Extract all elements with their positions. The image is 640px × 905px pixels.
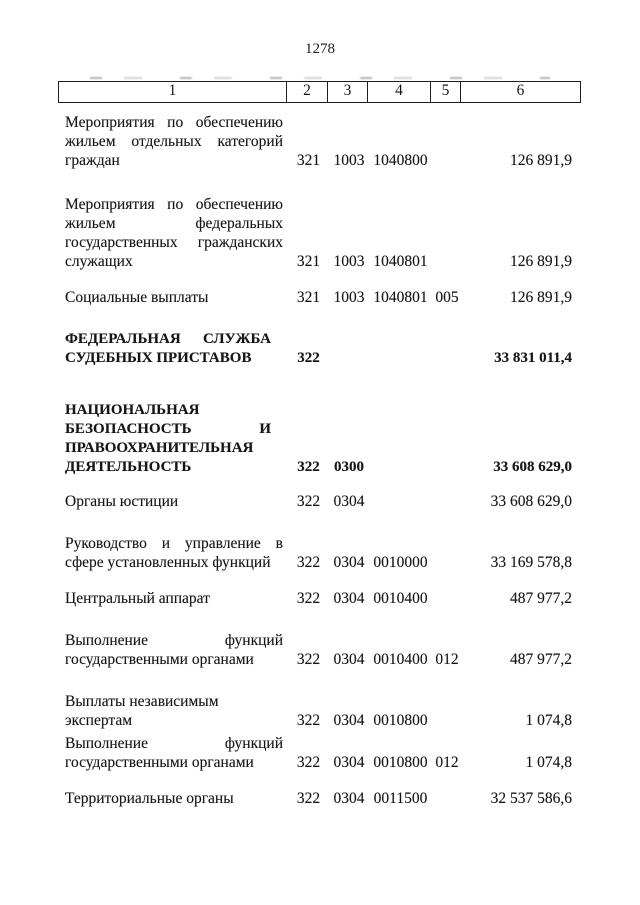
row-name-line: сфере установленных функций bbox=[65, 554, 271, 571]
amount: 487 977,2 bbox=[510, 590, 572, 607]
code-csr: 0010800 bbox=[373, 754, 428, 771]
row-name-line: государственными органами bbox=[65, 754, 254, 771]
table-row bbox=[59, 288, 582, 307]
code-razdel: 0300 bbox=[334, 459, 364, 475]
row-name-line: жильем отдельных категорий bbox=[65, 133, 283, 150]
row-name bbox=[65, 288, 283, 307]
header-cell-6: 6 bbox=[516, 82, 525, 99]
code-csr: 1040800 bbox=[373, 152, 428, 169]
table-row bbox=[59, 534, 582, 572]
row-name-line: ФЕДЕРАЛЬНАЯ СЛУЖБА bbox=[65, 331, 271, 347]
row-name-line: Выполнение функций bbox=[65, 735, 283, 752]
code-razdel: 0304 bbox=[333, 651, 365, 668]
row-name-line: Центральный аппарат bbox=[65, 590, 210, 607]
amount: 1 074,8 bbox=[525, 754, 572, 771]
code-vr: 012 bbox=[435, 754, 459, 771]
amount: 33 831 011,4 bbox=[494, 350, 572, 366]
code-glava: 322 bbox=[296, 790, 321, 807]
row-name-line: СУДЕБНЫХ ПРИСТАВОВ bbox=[65, 350, 252, 366]
code-glava: 321 bbox=[296, 152, 321, 169]
code-razdel: 0304 bbox=[333, 790, 365, 807]
row-name-line: служащих bbox=[65, 253, 133, 270]
code-razdel: 0304 bbox=[333, 493, 365, 510]
code-razdel: 0304 bbox=[333, 590, 365, 607]
row-name bbox=[65, 534, 283, 572]
table-row bbox=[59, 631, 582, 669]
code-glava: 322 bbox=[297, 350, 320, 366]
scan-artifact bbox=[90, 77, 550, 79]
amount: 126 891,9 bbox=[510, 253, 572, 270]
row-name-line: Социальные выплаты bbox=[65, 289, 209, 306]
table-row bbox=[59, 113, 582, 170]
code-glava: 322 bbox=[296, 712, 321, 729]
code-razdel: 1003 bbox=[333, 289, 365, 306]
code-csr: 0010400 bbox=[373, 590, 428, 607]
row-name-line: государственными органами bbox=[65, 651, 254, 668]
row-name bbox=[65, 195, 283, 271]
header-cell-5: 5 bbox=[431, 82, 461, 102]
row-name-line: Выплаты независимым экспертам bbox=[65, 693, 219, 729]
table-row bbox=[59, 692, 582, 730]
row-name bbox=[65, 589, 283, 608]
row-name-line: жильем федеральных bbox=[65, 215, 283, 232]
header-cell-3: 3 bbox=[328, 82, 368, 102]
amount: 32 537 586,6 bbox=[490, 790, 572, 807]
table-row bbox=[59, 789, 582, 808]
row-name-line: БЕЗОПАСНОСТЬ И bbox=[65, 421, 271, 437]
code-csr: 1040801 bbox=[373, 289, 428, 306]
row-name bbox=[65, 692, 283, 730]
table-row bbox=[59, 589, 582, 608]
row-name bbox=[65, 631, 283, 669]
code-csr: 0011500 bbox=[373, 790, 428, 807]
row-name-line: государственных гражданских bbox=[65, 234, 283, 251]
code-glava: 322 bbox=[296, 651, 321, 668]
code-glava: 321 bbox=[296, 289, 321, 306]
header-cell-2: 2 bbox=[287, 82, 328, 102]
code-razdel: 1003 bbox=[333, 253, 365, 270]
row-name bbox=[65, 734, 283, 772]
code-glava: 322 bbox=[296, 754, 321, 771]
code-razdel: 0304 bbox=[333, 712, 365, 729]
code-vr: 005 bbox=[435, 289, 459, 306]
row-name-line: Выполнение функций bbox=[65, 632, 283, 649]
row-name-line: Мероприятия по обеспечению bbox=[65, 196, 283, 213]
code-razdel: 1003 bbox=[333, 152, 365, 169]
page-number: 1278 bbox=[305, 41, 335, 57]
table-row-section bbox=[59, 330, 582, 368]
code-csr: 1040801 bbox=[373, 253, 428, 270]
row-name bbox=[65, 789, 283, 808]
code-glava: 321 bbox=[296, 253, 321, 270]
amount: 1 074,8 bbox=[525, 712, 572, 729]
code-glava: 322 bbox=[296, 590, 321, 607]
code-csr: 0010800 bbox=[373, 712, 428, 729]
table-row bbox=[59, 734, 582, 772]
table-row-section bbox=[59, 401, 582, 477]
row-name-line: Территориальные органы bbox=[65, 790, 234, 807]
amount: 487 977,2 bbox=[510, 651, 572, 668]
code-razdel: 0304 bbox=[333, 754, 365, 771]
code-glava: 322 bbox=[296, 554, 321, 571]
header-cell-4: 4 bbox=[368, 82, 431, 102]
row-name-line: НАЦИОНАЛЬНАЯ bbox=[65, 402, 200, 418]
code-csr: 0010000 bbox=[373, 554, 428, 571]
row-name bbox=[65, 330, 271, 368]
code-vr: 012 bbox=[435, 651, 459, 668]
row-name-line: Органы юстиции bbox=[65, 493, 179, 510]
code-razdel: 0304 bbox=[333, 554, 365, 571]
table-row bbox=[59, 195, 582, 271]
amount: 33 608 629,0 bbox=[493, 459, 572, 475]
amount: 33 608 629,0 bbox=[490, 493, 572, 510]
row-name-line: граждан bbox=[65, 152, 120, 169]
row-name-line: ПРАВООХРАНИТЕЛЬНАЯ bbox=[65, 440, 254, 456]
row-name-line: Руководство и управление в bbox=[65, 535, 283, 552]
amount: 33 169 578,8 bbox=[490, 554, 572, 571]
row-name bbox=[65, 492, 283, 511]
row-name bbox=[65, 113, 283, 170]
table-row bbox=[59, 492, 582, 511]
table-column-header-row bbox=[58, 81, 581, 103]
amount: 126 891,9 bbox=[510, 289, 572, 306]
code-glava: 322 bbox=[297, 459, 320, 475]
header-cell-1: 1 bbox=[59, 82, 287, 102]
row-name-line: Мероприятия по обеспечению bbox=[65, 114, 283, 131]
row-name bbox=[65, 401, 271, 477]
row-name-line: ДЕЯТЕЛЬНОСТЬ bbox=[65, 459, 192, 475]
code-glava: 322 bbox=[296, 493, 321, 510]
amount: 126 891,9 bbox=[510, 152, 572, 169]
code-csr: 0010400 bbox=[373, 651, 428, 668]
